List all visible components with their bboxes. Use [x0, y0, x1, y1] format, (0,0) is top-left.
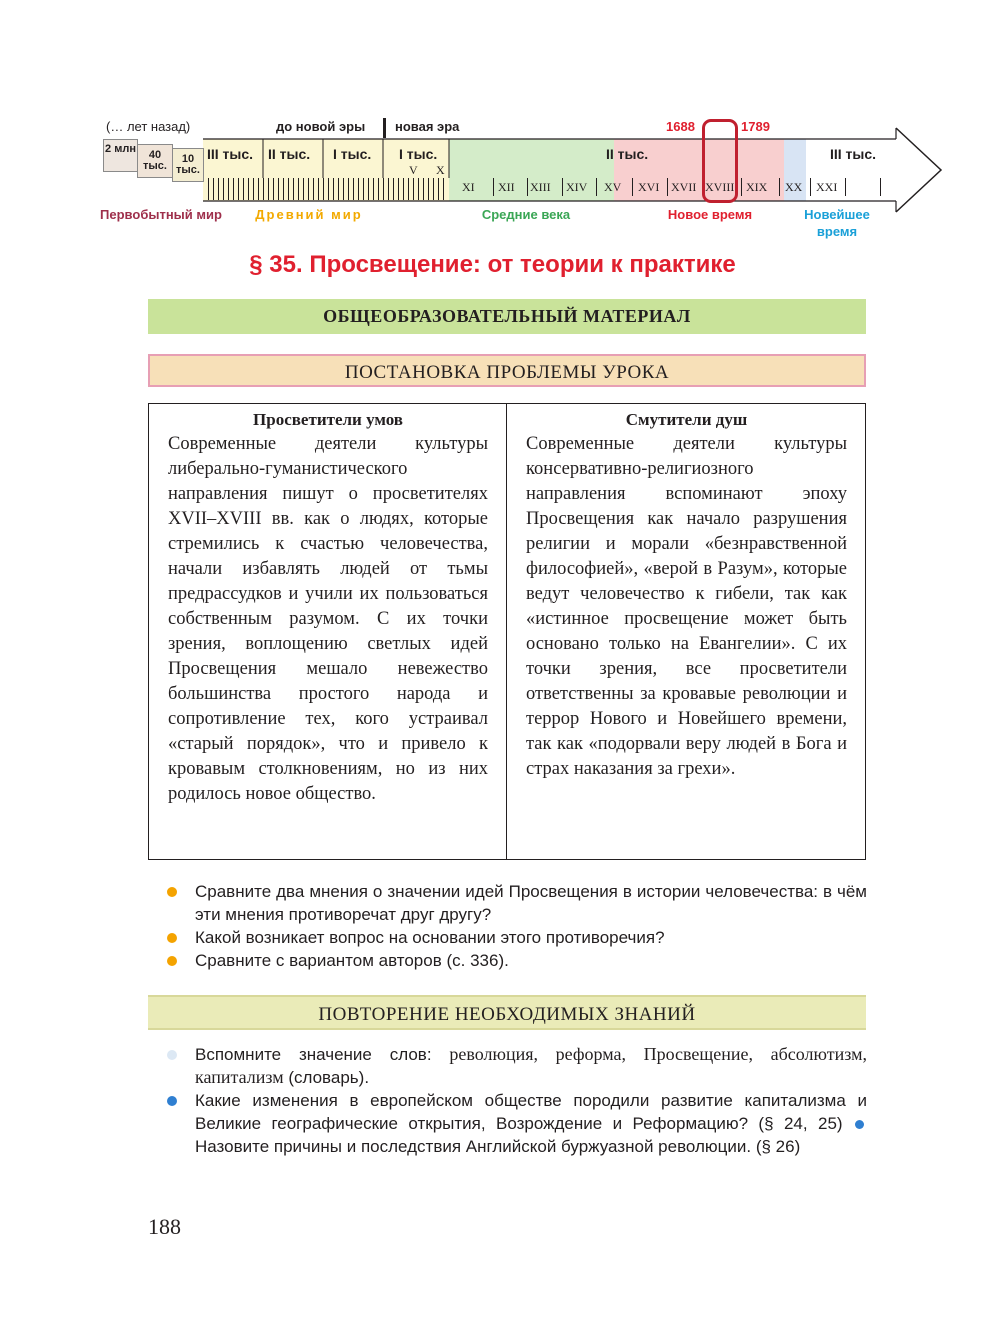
bullet-icon — [167, 1050, 177, 1060]
enlighteners-column — [149, 404, 507, 859]
century-label: XVII — [671, 180, 697, 194]
century-label: XV — [604, 180, 622, 194]
century-v: V — [409, 163, 418, 177]
section-review-knowledge: ПОВТОРЕНИЕ НЕОБХОДИМЫХ ЗНАНИЙ — [148, 995, 866, 1030]
opinions-table — [148, 403, 866, 860]
list-item: Какой возникает вопрос на основании этого противоречия? — [167, 926, 867, 949]
millennium-1-bc: I тыс. — [333, 146, 372, 162]
millennium-2-ad: II тыс. — [606, 146, 649, 162]
years-ago-label: (… лет назад) — [106, 119, 191, 134]
xviii-century-highlight — [702, 119, 738, 203]
column-text: Современные деятели культуры консервативно-религиозного направления вспоминают эпоху Просвещения как начало разрушения религии и морали «безнравственной философией», «верой в Разум», которые ведут человечество к гибели, так как «истинное просвещение может быть основано только на Евангелии». С их точки зрения, все просветители ответственны за кровавые революции и террор Нового и Новейшего времени, так как «подорвали веру людей в Бога и страх наказания за грехи». — [526, 434, 847, 779]
century-label: XIII — [530, 180, 551, 194]
box-2-million: 2 млн — [103, 139, 138, 172]
year-1688: 1688 — [666, 119, 695, 134]
box-40-thousand: 40 тыс. — [137, 144, 173, 178]
tick-marks — [208, 178, 448, 200]
century-divider — [810, 178, 811, 196]
list-item: Вспомните значение слов: революция, реформа, Просвещение, абсолютизм, капитализм (словарь). — [167, 1043, 867, 1089]
bullet-icon — [167, 1096, 177, 1106]
era-middle-ages: Средние века — [481, 207, 571, 222]
bullet-icon — [855, 1120, 864, 1129]
column-title: Просветители умов — [253, 410, 403, 429]
century-label: XII — [498, 180, 515, 194]
bullet-icon — [167, 887, 177, 897]
millennium-3-ad: III тыс. — [830, 146, 877, 162]
box-10-thousand: 10 тыс. — [172, 148, 204, 182]
millennium-2-bc: II тыс. — [268, 146, 311, 162]
millennium-3-bc: III тыс. — [207, 146, 254, 162]
bullet-icon — [167, 956, 177, 966]
century-divider — [880, 178, 881, 196]
century-x: X — [436, 163, 445, 177]
century-divider — [667, 178, 668, 196]
troublemakers-column — [507, 404, 865, 859]
bc-label: до новой эры — [276, 119, 366, 134]
century-divider — [527, 178, 528, 196]
century-divider — [632, 178, 633, 196]
century-divider — [845, 178, 846, 196]
millennium-1-ad: I тыс. — [399, 146, 438, 162]
section-lesson-problem: ПОСТАНОВКА ПРОБЛЕМЫ УРОКА — [148, 354, 866, 387]
century-label: XVIII — [705, 180, 735, 194]
century-label: XX — [785, 180, 803, 194]
list-item: Сравните два мнения о значении идей Просвещения в истории человечества: в чём эти мнения противоречат друг другу? — [167, 880, 867, 926]
century-label: XXI — [816, 180, 838, 194]
century-divider — [562, 178, 563, 196]
terms: революция, реформа, Просвещение, абсолютизм, капитализм — [195, 1044, 867, 1087]
page-number: 188 — [148, 1214, 181, 1239]
ad-label: новая эра — [395, 119, 460, 134]
century-divider — [596, 178, 597, 196]
century-label: XIV — [566, 180, 588, 194]
era-newest-time: Новейшее время — [804, 207, 870, 239]
era-ancient-world: Древний мир — [255, 207, 363, 222]
question-list — [167, 880, 867, 972]
century-label: XVI — [638, 180, 660, 194]
column-text: Современные деятели культуры либерально-гуманистического направления пишут о просветителях XVII–XVIII вв. как о людях, которые стремились к счастью человечества, начали избавлять людей от тьмы предрассудков и учили их пользоваться собственным разумом. С их точки зрения, воплощению светлых идей Просвещения мешало невежество большинства простого народа и сопротивление тех, кого устраивал «старый порядок», что и привело к кровавым столкновениям, но из них родилось новое общество. — [168, 434, 488, 804]
list-item: Какие изменения в европейском обществе породили развитие капитализма и Великие географические открытия, Возрождение и Реформацию? (§ 24, 25) Назовите причины и последствия Английской буржуазной революции. (§ 26) — [167, 1089, 867, 1158]
review-list — [167, 1043, 867, 1158]
column-title: Смутители душ — [625, 410, 748, 429]
century-divider — [741, 178, 742, 196]
section-general-material: ОБЩЕОБРАЗОВАТЕЛЬНЫЙ МАТЕРИАЛ — [148, 299, 866, 334]
era-primitive-world: Первобытный мир — [100, 207, 222, 222]
list-item: Сравните с вариантом авторов (с. 336). — [167, 949, 867, 972]
bullet-icon — [167, 933, 177, 943]
century-divider — [779, 178, 780, 196]
century-label: XI — [462, 180, 475, 194]
era-new-time: Новое время — [667, 207, 753, 222]
century-label: XIX — [746, 180, 768, 194]
page-title: § 35. Просвещение: от теории к практике — [249, 251, 736, 278]
century-divider — [493, 178, 494, 196]
year-1789: 1789 — [741, 119, 770, 134]
